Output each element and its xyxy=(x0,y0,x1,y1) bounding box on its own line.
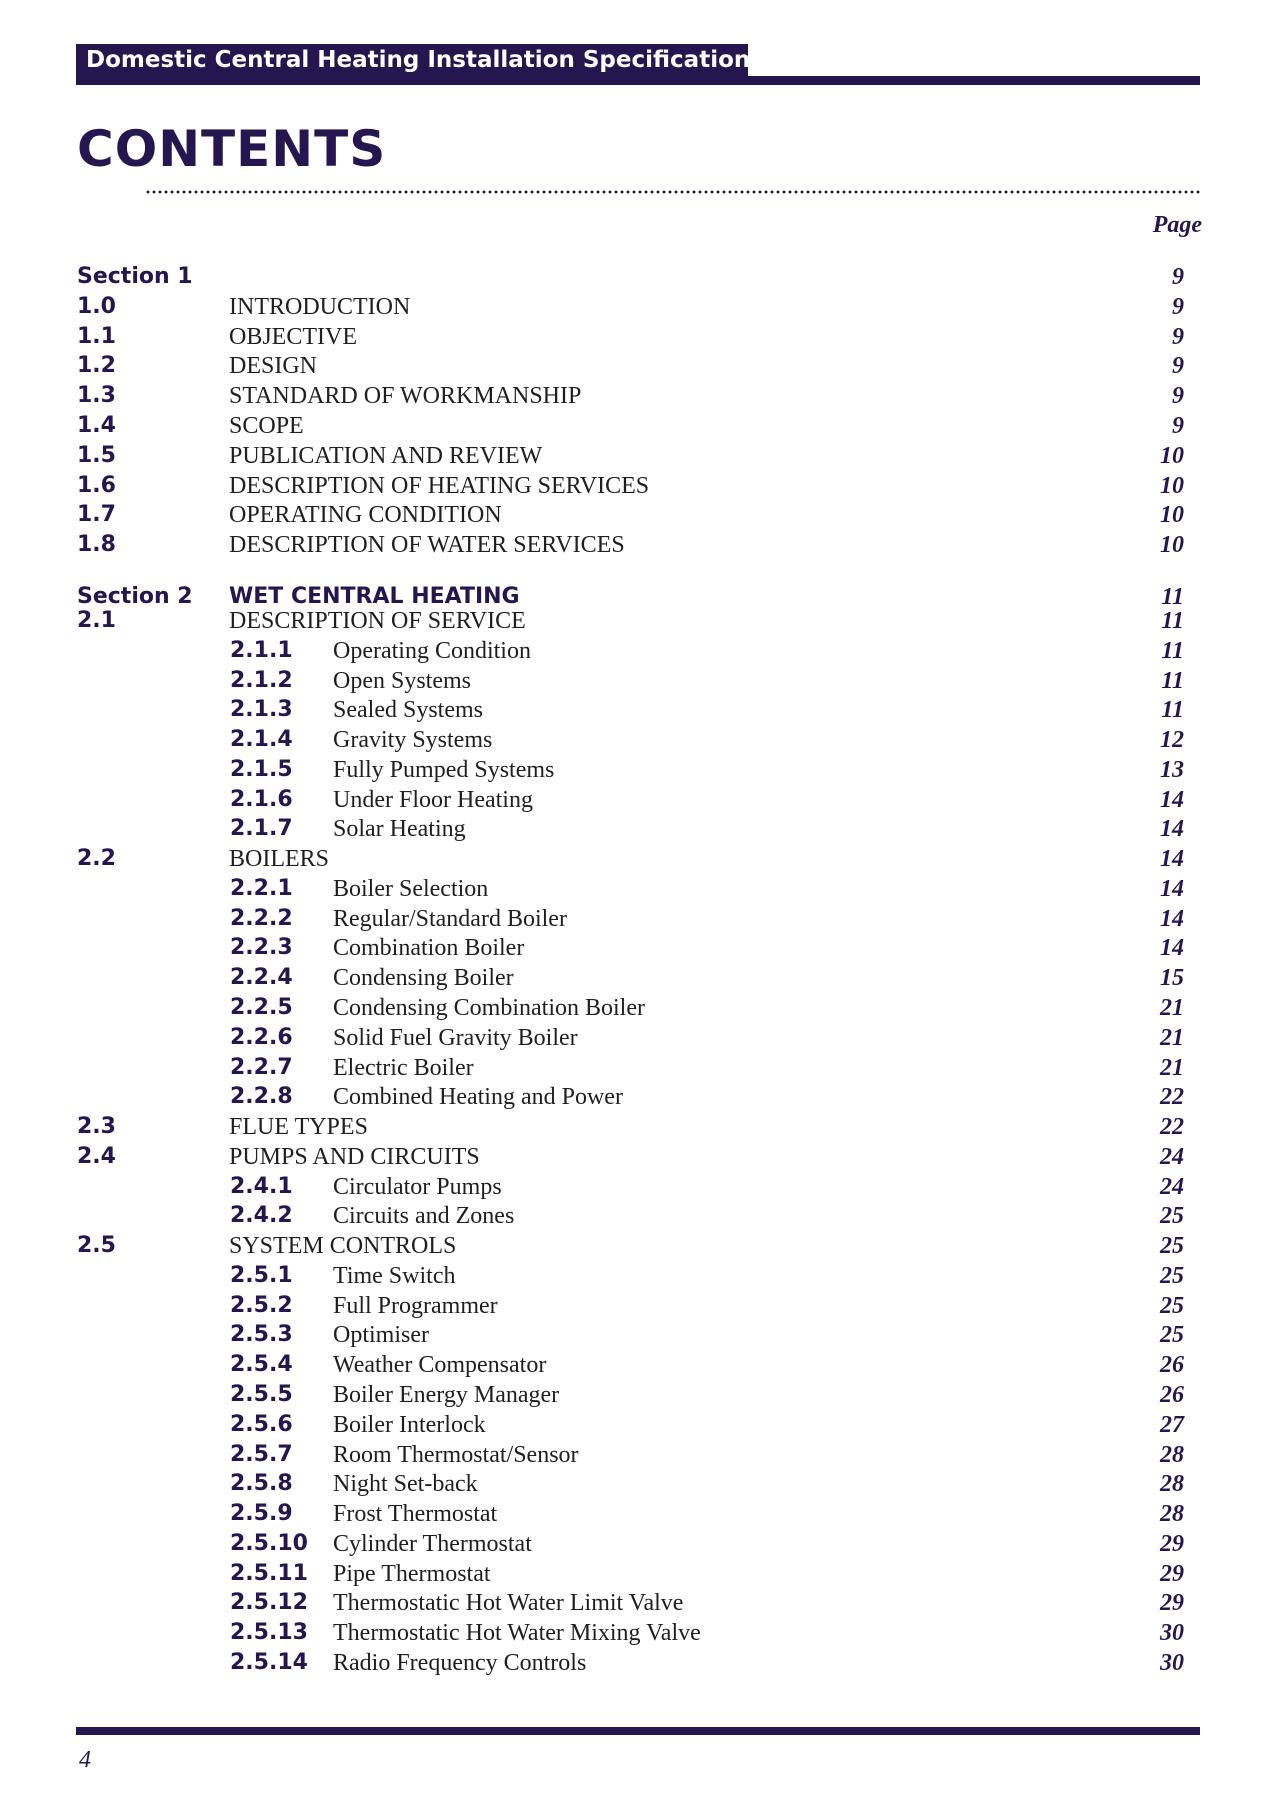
toc-title: Combined Heating and Power xyxy=(333,1084,623,1111)
toc-page-number: 25 xyxy=(1160,1322,1184,1349)
toc-page-number: 14 xyxy=(1160,846,1184,873)
toc-row[interactable] xyxy=(0,1144,1273,1174)
toc-number: 2.2.4 xyxy=(230,965,293,991)
toc-title: DESIGN xyxy=(229,353,317,380)
toc-title: WET CENTRAL HEATING xyxy=(229,584,520,609)
toc-title: Circuits and Zones xyxy=(333,1203,515,1230)
toc-title: PUBLICATION AND REVIEW xyxy=(229,442,543,469)
toc-title: Radio Frequency Controls xyxy=(333,1649,587,1676)
toc-number: 2.5.8 xyxy=(230,1471,293,1497)
toc-row[interactable] xyxy=(0,995,1273,1025)
toc-number: 2.5.9 xyxy=(230,1501,293,1527)
toc-title: Thermostatic Hot Water Limit Valve xyxy=(333,1590,684,1617)
toc-page-number: 11 xyxy=(1161,667,1184,694)
toc-page-number: 28 xyxy=(1160,1471,1184,1498)
toc-row[interactable] xyxy=(0,532,1273,562)
toc-title: Sealed Systems xyxy=(333,697,483,724)
toc-number: 1.0 xyxy=(77,293,116,319)
toc-row[interactable] xyxy=(0,638,1273,668)
toc-page-number: 25 xyxy=(1160,1262,1184,1289)
toc-row[interactable] xyxy=(0,1174,1273,1204)
toc-number: 1.3 xyxy=(77,383,116,409)
toc-page-number: 30 xyxy=(1160,1620,1184,1647)
toc-page-number: 25 xyxy=(1160,1203,1184,1230)
toc-number: 2.5.11 xyxy=(230,1560,308,1586)
toc-title: Gravity Systems xyxy=(333,727,493,754)
toc-row[interactable] xyxy=(0,697,1273,727)
toc-title: Full Programmer xyxy=(333,1292,498,1319)
toc-row[interactable] xyxy=(0,1114,1273,1144)
toc-row[interactable] xyxy=(0,757,1273,787)
toc-number: 2.5.7 xyxy=(230,1441,293,1467)
toc-row[interactable] xyxy=(0,413,1273,443)
toc-row[interactable] xyxy=(0,727,1273,757)
toc-page-number: 9 xyxy=(1172,293,1184,320)
toc-title: FLUE TYPES xyxy=(229,1114,368,1141)
toc-number: 2.1.2 xyxy=(230,667,293,693)
toc-row[interactable] xyxy=(0,294,1273,324)
toc-number: 2.5.2 xyxy=(230,1292,293,1318)
toc-page-number: 11 xyxy=(1161,608,1184,634)
toc-page-number: 10 xyxy=(1160,502,1184,529)
toc-page-number: 29 xyxy=(1160,1590,1184,1617)
toc-number: 2.5.4 xyxy=(230,1352,293,1378)
toc-page-number: 28 xyxy=(1160,1501,1184,1528)
toc-number: 2.1.1 xyxy=(230,637,293,663)
toc-title: Fully Pumped Systems xyxy=(333,756,555,783)
toc-row[interactable] xyxy=(0,1352,1273,1382)
toc-title: Optimiser xyxy=(333,1322,429,1349)
toc-row[interactable] xyxy=(0,935,1273,965)
toc-row[interactable] xyxy=(0,324,1273,354)
toc-number: 1.8 xyxy=(77,532,116,558)
footer-rule xyxy=(76,1727,1200,1735)
toc-page-number: 11 xyxy=(1161,697,1184,724)
toc-title: INTRODUCTION xyxy=(229,293,411,320)
toc-page-number: 9 xyxy=(1172,383,1184,410)
toc-page-number: 11 xyxy=(1161,584,1184,610)
toc-row[interactable] xyxy=(0,1561,1273,1591)
toc-row[interactable] xyxy=(0,353,1273,383)
toc-title: Combination Boiler xyxy=(333,935,525,962)
toc-title: Frost Thermostat xyxy=(333,1501,498,1528)
toc-page-number: 21 xyxy=(1160,1024,1184,1051)
toc-number: 2.5.13 xyxy=(230,1620,308,1646)
toc-title: Open Systems xyxy=(333,667,471,694)
toc-page-number: 9 xyxy=(1172,264,1184,290)
toc-number: 2.4 xyxy=(77,1143,116,1169)
toc-row[interactable] xyxy=(0,264,1273,294)
toc-title: DESCRIPTION OF HEATING SERVICES xyxy=(229,472,650,499)
toc-number: 2.2.3 xyxy=(230,935,293,961)
toc-number: 1.7 xyxy=(77,502,116,528)
toc-row[interactable] xyxy=(0,1442,1273,1472)
toc-title: Solar Heating xyxy=(333,816,466,843)
toc-title: Room Thermostat/Sensor xyxy=(333,1441,579,1468)
toc-number: 2.2.5 xyxy=(230,995,293,1020)
toc-title: PUMPS AND CIRCUITS xyxy=(229,1143,480,1170)
toc-number: 2.1.5 xyxy=(230,756,293,782)
toc-row[interactable] xyxy=(0,787,1273,817)
toc-page-number: 13 xyxy=(1160,756,1184,783)
toc-row[interactable] xyxy=(0,1620,1273,1650)
toc-page-number: 27 xyxy=(1160,1411,1184,1438)
toc-number: 2.3 xyxy=(77,1114,116,1140)
toc-page-number: 29 xyxy=(1160,1560,1184,1587)
toc-number: Section 1 xyxy=(77,264,193,289)
toc-title: Cylinder Thermostat xyxy=(333,1530,532,1557)
toc-page-number: 9 xyxy=(1172,353,1184,380)
toc-page-number: 10 xyxy=(1160,472,1184,499)
toc-title: Boiler Energy Manager xyxy=(333,1382,560,1409)
toc-title: Solid Fuel Gravity Boiler xyxy=(333,1024,578,1051)
toc-title: Regular/Standard Boiler xyxy=(333,905,567,932)
toc-page-number: 29 xyxy=(1160,1530,1184,1557)
toc-row[interactable] xyxy=(0,1263,1273,1293)
toc-title: DESCRIPTION OF WATER SERVICES xyxy=(229,532,625,559)
toc-page-number: 26 xyxy=(1160,1382,1184,1409)
document-title: Domestic Central Heating Installation Specification xyxy=(86,47,751,73)
toc-page-number: 14 xyxy=(1160,935,1184,962)
page-column-label: Page xyxy=(1152,212,1202,238)
toc-title: Under Floor Heating xyxy=(333,786,533,813)
toc-title: Circulator Pumps xyxy=(333,1173,502,1200)
toc-row[interactable] xyxy=(0,1203,1273,1233)
toc-number: 1.4 xyxy=(77,413,116,438)
toc-title: Weather Compensator xyxy=(333,1352,547,1379)
page-number: 4 xyxy=(79,1747,91,1773)
page-title: CONTENTS xyxy=(77,120,387,178)
toc-number: 2.1.4 xyxy=(230,727,293,753)
toc-page-number: 26 xyxy=(1160,1352,1184,1379)
toc-row[interactable] xyxy=(0,1293,1273,1323)
toc-row[interactable] xyxy=(0,1322,1273,1352)
toc-number: 2.1.6 xyxy=(230,786,293,812)
toc-title: SCOPE xyxy=(229,413,304,439)
toc-row[interactable] xyxy=(0,906,1273,936)
toc-page-number: 14 xyxy=(1160,786,1184,813)
toc-row[interactable] xyxy=(0,1412,1273,1442)
toc-title: BOILERS xyxy=(229,846,330,873)
toc-title: SYSTEM CONTROLS xyxy=(229,1233,457,1260)
toc-number: 2.5.5 xyxy=(230,1382,293,1408)
toc-number: 2.5.6 xyxy=(230,1411,293,1437)
toc-page-number: 14 xyxy=(1160,875,1184,902)
toc-title: OPERATING CONDITION xyxy=(229,502,502,529)
toc-number: 2.4.2 xyxy=(230,1203,293,1229)
toc-row[interactable] xyxy=(0,1501,1273,1531)
toc-page-number: 21 xyxy=(1160,1054,1184,1081)
toc-row[interactable] xyxy=(0,1025,1273,1055)
toc-row[interactable] xyxy=(0,443,1273,473)
toc-title: Condensing Combination Boiler xyxy=(333,995,645,1021)
toc-number: 2.5.12 xyxy=(230,1590,308,1616)
toc-number: 2.5 xyxy=(77,1233,116,1259)
toc-page-number: 9 xyxy=(1172,323,1184,350)
toc-title: STANDARD OF WORKMANSHIP xyxy=(229,383,582,410)
toc-number: 2.5.14 xyxy=(230,1649,308,1675)
toc-title: Boiler Selection xyxy=(333,875,489,902)
toc-row[interactable] xyxy=(0,876,1273,906)
toc-number: 2.2.6 xyxy=(230,1024,293,1050)
toc-number: Section 2 xyxy=(77,584,193,609)
toc-page-number: 15 xyxy=(1160,965,1184,992)
toc-page-number: 22 xyxy=(1160,1084,1184,1111)
toc-title: Time Switch xyxy=(333,1262,456,1289)
toc-page-number: 11 xyxy=(1161,637,1184,664)
toc-page-number: 24 xyxy=(1160,1143,1184,1170)
toc-title: Electric Boiler xyxy=(333,1054,474,1081)
toc-number: 1.6 xyxy=(77,472,116,498)
toc-page-number: 10 xyxy=(1160,442,1184,469)
toc-page-number: 9 xyxy=(1172,413,1184,439)
toc-title: Night Set-back xyxy=(333,1471,478,1498)
toc-number: 2.1.3 xyxy=(230,697,293,723)
toc-number: 2.5.1 xyxy=(230,1262,293,1288)
toc-page-number: 22 xyxy=(1160,1114,1184,1141)
toc-page-number: 25 xyxy=(1160,1292,1184,1319)
toc-number: 2.2.2 xyxy=(230,905,293,931)
toc-row[interactable] xyxy=(0,1471,1273,1501)
toc-row[interactable] xyxy=(0,1084,1273,1114)
toc-number: 2.4.1 xyxy=(230,1173,293,1199)
toc-row[interactable] xyxy=(0,1590,1273,1620)
toc-row[interactable] xyxy=(0,1650,1273,1680)
toc-row[interactable] xyxy=(0,816,1273,846)
toc-title: Pipe Thermostat xyxy=(333,1560,491,1587)
toc-row[interactable] xyxy=(0,1055,1273,1085)
toc-title: Condensing Boiler xyxy=(333,965,514,992)
toc-number: 2.1.7 xyxy=(230,816,293,842)
toc-number: 2.2.8 xyxy=(230,1084,293,1110)
toc-row[interactable] xyxy=(0,1382,1273,1412)
toc-page-number: 30 xyxy=(1160,1649,1184,1676)
toc-number: 2.5.3 xyxy=(230,1322,293,1348)
toc-page-number: 21 xyxy=(1160,995,1184,1021)
toc-title: Thermostatic Hot Water Mixing Valve xyxy=(333,1620,701,1647)
toc-page-number: 25 xyxy=(1160,1233,1184,1260)
toc-number: 2.2.7 xyxy=(230,1054,293,1080)
toc-number: 2.2.1 xyxy=(230,875,293,901)
toc-row[interactable] xyxy=(0,1233,1273,1263)
toc-row[interactable] xyxy=(0,473,1273,503)
toc-number: 1.1 xyxy=(77,323,116,349)
toc-number: 1.5 xyxy=(77,442,116,468)
toc-title: DESCRIPTION OF SERVICE xyxy=(229,608,526,634)
toc-title: Boiler Interlock xyxy=(333,1411,486,1438)
toc-row[interactable] xyxy=(0,1531,1273,1561)
toc-row[interactable] xyxy=(0,965,1273,995)
toc-number: 2.2 xyxy=(77,846,116,872)
toc-row[interactable] xyxy=(0,502,1273,532)
toc-title: Operating Condition xyxy=(333,637,531,664)
toc-page-number: 14 xyxy=(1160,816,1184,843)
toc-row[interactable] xyxy=(0,846,1273,876)
toc-page-number: 28 xyxy=(1160,1441,1184,1468)
toc-title: OBJECTIVE xyxy=(229,323,357,350)
toc-row[interactable] xyxy=(0,608,1273,638)
toc-number: 2.5.10 xyxy=(230,1530,308,1556)
toc-row[interactable] xyxy=(0,383,1273,413)
toc-row[interactable] xyxy=(0,668,1273,698)
toc-page-number: 12 xyxy=(1160,727,1184,754)
toc-page-number: 24 xyxy=(1160,1173,1184,1200)
toc-page-number: 14 xyxy=(1160,905,1184,932)
toc-number: 1.2 xyxy=(77,353,116,379)
toc-page-number: 10 xyxy=(1160,532,1184,559)
toc-number: 2.1 xyxy=(77,608,116,633)
